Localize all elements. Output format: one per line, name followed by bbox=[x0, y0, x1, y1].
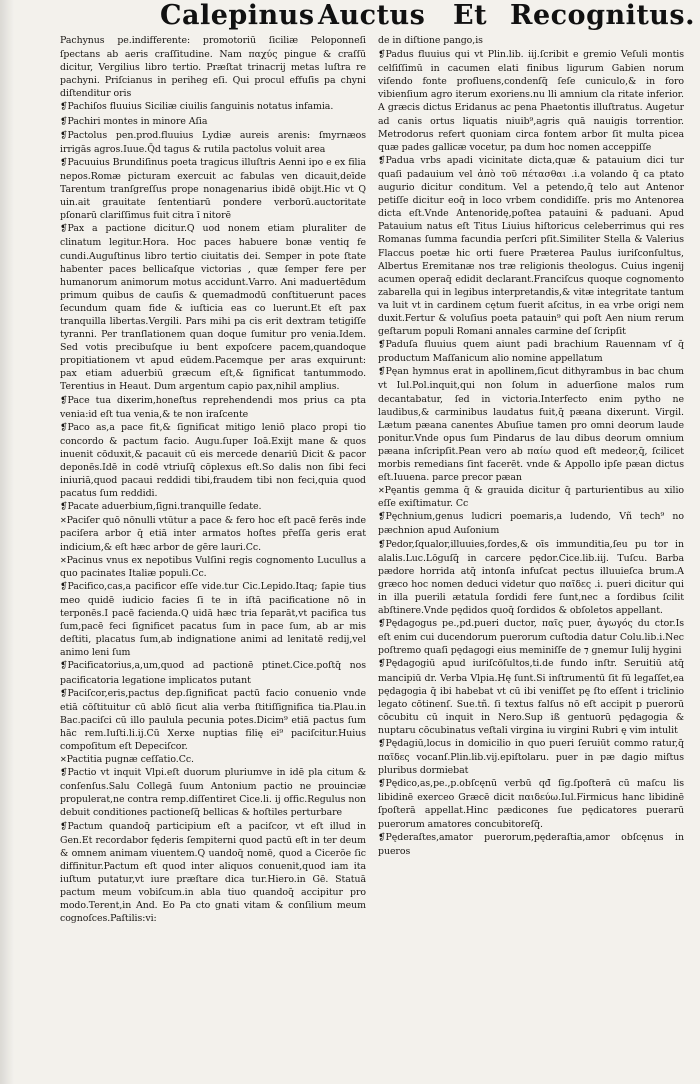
header-word-et: Et bbox=[453, 0, 488, 31]
left-column bbox=[60, 34, 366, 1060]
dictionary-entry: ❡ Pace tua dixerim,honeſtus reprehendendi mos prius ca pta venia:id eſt tua venia,& te non iraſcente bbox=[60, 394, 366, 421]
dictionary-entry: ❡ Pachiri montes in minore Aſia bbox=[60, 115, 366, 129]
dictionary-entry: ❡ Paco as,a pace fit,& ſignificat mitigo leniō placo propi tio concordo & pactum facio. Augu.ſuper Ioā.Exijt mane & quos inuenit cōduxit,& pacauit cū eis mercede denariū Dicit & pacor deponēs.Idē in codē vtriuſq̄ cōplexus eſt.So dalis non ſibi feci iniuriā,quod pacaui reddidi tibi,fraudem tibi non feci,quia quod pacatus ſum reddidi. bbox=[60, 421, 366, 501]
dictionary-entry: ❡ Pactolus pen.prod.fluuius Lydiæ aureis arenis: ſmyrnæos irrigās agros.Iuue.Q̄d tagus & rutila pactolus voluit area bbox=[60, 129, 366, 156]
dictionary-entry: ❡ Pacifico,cas,a pacificor eſſe vide.tur Cic.Lepido.Itaq; ſapie tius meo quidē iudicio facies ſi te in iſtā pacificatione nō in terponēs.I pacē facienda.Q uidā hæc tria ſeparāt,vt pacifica tus ſum,pacē feci ſignificet pacatus ſum in pace ſum, ab ar mis deſtiti, placatus ſum,ab indignatione animi ad lenitatē redij,vel animo leni ſum bbox=[60, 580, 366, 660]
text-columns bbox=[60, 34, 684, 1060]
dictionary-entry: ❡ Pacuuius Brundiſinus poeta tragicus illuſtris Aenni ipo e ex filia nepos.Romæ picturam exercuit ac fabulas ven dicauit,deīde Tarentum tranſgreſſus prope nonagenarius ibidē obijt.Hic vt Q uin.ait grauitate ſententiarū pondere verborū.auctoritate pſonarū clariſſimus fuit citra ī nitorē bbox=[60, 156, 366, 222]
dictionary-entry: ❡ Pacate aduerbium,ſigni.tranquille ſedate. bbox=[60, 500, 366, 514]
header-word-recognitus: Recognitus. bbox=[510, 0, 696, 31]
dictionary-entry: ❡ Pęchnium,genus ludicri poemaris,a ludendo, Vñ tech⁹ no pæchnion apud Auſonium bbox=[378, 510, 684, 537]
dictionary-entry: ❡ Pęderaſtes,amator puerorum,pęderaſtia,amor obſcęnus in pueros bbox=[378, 831, 684, 858]
right-column bbox=[378, 34, 684, 1060]
dictionary-entry: ❡ Pędagogiū apud iuriſcōſultos,ti.de fundo inſtr. Seruitiū atq̄ mancipiū dr. Verba Vlpia.Hę ſunt.Si inſtrumentū ſit fū legaſſet,ea pędagogia q̄ ibi habebat vt cū ibi veniſſet pę ſto eſſent i triclinio legato cōtinenſ. Sue.tñ. ſi textus falſus nō eſt accipit p puerorū cōcubitu cū inquit in Nero.Sup iß gentuorū pędagogia & nuptaru cōcubinatus veſtali virgina iu virgini Rubri ę vim intulit bbox=[378, 657, 684, 737]
dictionary-entry: ❡ Padua vrbs apadi vicinitate dicta,quæ & patauium dici tur quaſi padauium vel ἀπὸ τοῦ πέτασθαι .i.a volando q̄ ca ptato augurio dicitur conditum. Vel a petendo,q̄ telo aut Antenor petiſſe dicitur eoq̄ in loco vrbem condidiſſe. pris mo Antenorea dicta eſt.Vnde Antenoridę,poſtea patauini & paduani. Apud Patauium natus eſt Titus Liuius hiſtoricus celeberrimus qui res Romanas ſumma facundia perſcri pſit.Similiter Stella & Valerius Flaccus poetæ hic orti fuere Præterea Paulus iuriſconſultus, Albertus Eremitanæ nos træ religionis theologus. Cuius ingenij acumen operaq̄ edidit declarant.Franciſcus quoque cognomento zabarella qui in legibus interpretandis,& vitæ integritate tantum va luit vt in cardinem cętum fuerit aſcitus, in ea vrbe origi nem duxit.Fertur & voluſius poeta patauin⁹ qui poſt Aen nium rerum geſtarum populi Romani annales carmine deſ ſcripſit bbox=[378, 154, 684, 338]
dictionary-entry: ❡ Pax a pactione dicitur.Q uod nonem etiam pluraliter de clinatum legitur.Hora. Hoc paces habuere bonæ ventiq fe cundi.Auguſtinus libro tertio ciuitatis dei. Semper in pote ſtate habenter paces bellicaſque victorias , quæ ſemper fere per humanorum animorum motus accidunt.Varro. Ani maduertēdum primum quibus de cauſis & quemadmodū conſtituerunt paces ſecundum quam fide & iuſticia eas co luerunt.Et eſt pax tranquilla libertas.Vergili. Pars mihi pa cis erit dextram tetigiſſe tyranni. Per tranſlationem quan doque ſumitur pro venia.Idem. Sed votis precibuſque iu bent expoſcere pacem,quandoque propitiationem vt apud eūdem.Pacemque per aras exquirunt: pax etiam aduerbiū græcum eſt,& ſignificat tantummodo. Terentius in Heaut. Dum argentum capio pax,nihil amplius. bbox=[60, 222, 366, 393]
dictionary-entry: ❡ Pactio vt inquit Vlpi.eſt duorum pluriumve in idē pla citum & conſenſus.Salu Collegā ſuum Antonium pactio ne prouinciæ propulerat,ne contra remp.diſſentiret Cice.li. ij offic.Regulus non debuit conditiones pactioneſq̄ bellicas & hoſtiles perturbare bbox=[60, 766, 366, 819]
dictionary-entry: ❡ Padus fluuius qui vt Plin.lib. iij.ſcribit e gremio Veſuli montis celſiſſimū in cacumen elati finibus ligurum Gabien norum viſendo fonte profluens,condenſq̄ ſeſe cuniculo,& in foro vibienſium agro iterum exoriens.nu lli amnium cla ritate inferior. A græcis dictus Eridanus ac pena Phaetontis illuſtratus. Augetur ad canis ortus liquatis niuib⁹,agris quā nauigis torrentior. Metrodorus refert quoniam circa fontem arbor ſit multa picea quæ pades gallicæ vocetur, pa dum hoc nomen acceppiſſe bbox=[378, 48, 684, 154]
dictionary-entry: ❡ Paciſcor,eris,pactus dep.ſignificat pactū facio conuenio vnde etiā cōſtituitur cū ablō ſicut alia verba ſtitiſſignifica tia.Plau.in Bac.paciſci cū illo paulula pecunia potes.Dicim⁹ etiā pactus ſum hāc rem.Iuſti.li.ij.Cū Xerxe nuptias filię ei⁹ paciſcitur.Huius compoſitum eſt Depeciſcor. bbox=[60, 687, 366, 753]
dictionary-entry: ✕ Pęantis gemma q̄ & grauida dicitur q̄ parturientibus au xilio eſſe exiſtimatur. Cc bbox=[378, 484, 684, 510]
dictionary-entry: ✕ Paciſer quō nōnulli vtūtur a pace & fero hoc eſt pacē ferēs inde paciſera arbor q̄ etiā inter armatos hoſtes pr̄eſſa geris erat indicium,& eſt hæc arbor de gēre lauri.Cc. bbox=[60, 514, 366, 553]
dictionary-entry: Pachynus pe.indifferente: promotoriū ſiciliæ Peloponneſi ſpectans ab aeris craſſitudine. Nam παχύς pingue & craſſū dicitur, Vergilius libro tertio. Præſtat trinacrij metas luſtra re pachyni. Priſcianus in periheg eſi. Qui procul effuſis pa chyni diſtenditur oris bbox=[60, 35, 366, 100]
dictionary-entry: de in diſtione pango,is bbox=[378, 35, 483, 46]
dictionary-entry: ❡ Pędagogus pe.,pd.pueri ductor, παῖς puer, ἀγωγός du ctor.Is eſt enim cui ducendorum puerorum cuſtodia datur Colu.lib.i.Nec poſtremo quaſi pędagogi eius meminiſſe de ⁊ gnemur Iulij hygini bbox=[378, 617, 684, 657]
running-header bbox=[60, 0, 696, 34]
dictionary-entry: ❡ Paduſa fluuius quem aiunt padi brachium Rauennam vſ q̄ productum Maſſanicum alio nomine appellatum bbox=[378, 338, 684, 365]
dictionary-entry: ❡ Pędagiū,locus in domicilio in quo pueri ſeruiūt commo ratur,q̄ παῖδες vocanſ.Plin.lib.vij.epiſtolaru. puer in pæ dagio miſtus pluribus dormiebat bbox=[378, 737, 684, 777]
dictionary-entry: ❡ Pedor,ſqualor,illuuies,ſordes,& oīs immunditia,ſeu pu tor in alalis.Luc.Lōguſq̄ in carcere pędor.Cice.lib.iij. Tuſcu. Barba pædore horrida atq̄ intonſa infuſcat pectus illuuieſca brum.A græco hoc nomen deduci videtur quo παῖδες .i. pueri dicitur qui in illa puerili ætatula ſordidi fere ſunt,nec a ſordibus ſcilit abſtinere.Vnde pędidos quoq̄ ſordidos & obſoletos appellant. bbox=[378, 538, 684, 618]
dictionary-entry: ❡ Pactum quandoq̄ participium eſt a paciſcor, vt eſt illud in Gen.Et recordabor fęderis ſempiterni quod pactū eſt in ter deum & omnem animam viuentem.Q uandoq̄ nomē, quod a Cicerōe ſic diffinitur.Pactum eſt quod inter aliquos conuenit,quod iam ita iuſtum putatur,vt iure præſtare dica tur.Hiero.in Gē. Statuā pactum meum vobiſcum.in abla tiuo quandoq̄ accipitur pro modo.Terent,in And. Eo Pa cto gnati vitam & conſilium meum cognoſces.Paſtilis:vi: bbox=[60, 820, 366, 926]
dictionary-entry: ❡ Pacificatorius,a,um,quod ad pactionē ptinet.Cice.poſtq̄ nos pacificatoria legatione implicatos putant bbox=[60, 659, 366, 686]
binding-shadow bbox=[0, 0, 14, 1084]
dictionary-entry: ✕ Pacinus vnus ex nepotibus Vulſini regis cognomento Lucullus a quo pacinates Italiæ populi.Cc. bbox=[60, 554, 366, 580]
header-word-calepinus: Calepinus bbox=[160, 0, 315, 31]
header-word-auctus: Auctus bbox=[318, 0, 426, 31]
dictionary-entry: ❡ Pędico,as,pe.,p.obſcęnū verbū qđ ſig.ſpoſterā cū maſcu lis libidinē exerceo Græcē dicit παιδεύω.Iul.Firmicus hanc libidinē ſpoſterā appellat.Hinc pædicones ſue pędicatores puerarū puerorum amatores concubitoreſq̄. bbox=[378, 777, 684, 830]
dictionary-entry: ❡ Pęan hymnus erat in apollinem,ſicut dithyrambus in bac chum vt Iul.Pol.inquit,qui non ſolum in aduerſione malos rum decantabatur, ſed in victoria.Interfecto enim pytho ne laudibus,& carminibus laudatus fuit,q̄ pæana dixerunt. Virgil. Lætum pæana canentes Abuſiue tamen pro omni deorum laude ponitur.Vnde opus ſum Pindarus de lau dibus deorum omnium pæana inſcripſit.Pean vero ab παίω quod eſt medeor,q̄, ſcilicet morbis remedians ſint facerēt. vnde & Appollo ipſe pæan dictus eſt.Iuuena. parce precor pæan bbox=[378, 365, 684, 484]
dictionary-entry: ❡ Pachiſos fluuius Siciliæ ciuilis ſanguinis notatus infamia. bbox=[60, 100, 366, 114]
dictionary-entry: ✕ Pactitia pugnæ ceſſatio.Cc. bbox=[60, 753, 366, 766]
